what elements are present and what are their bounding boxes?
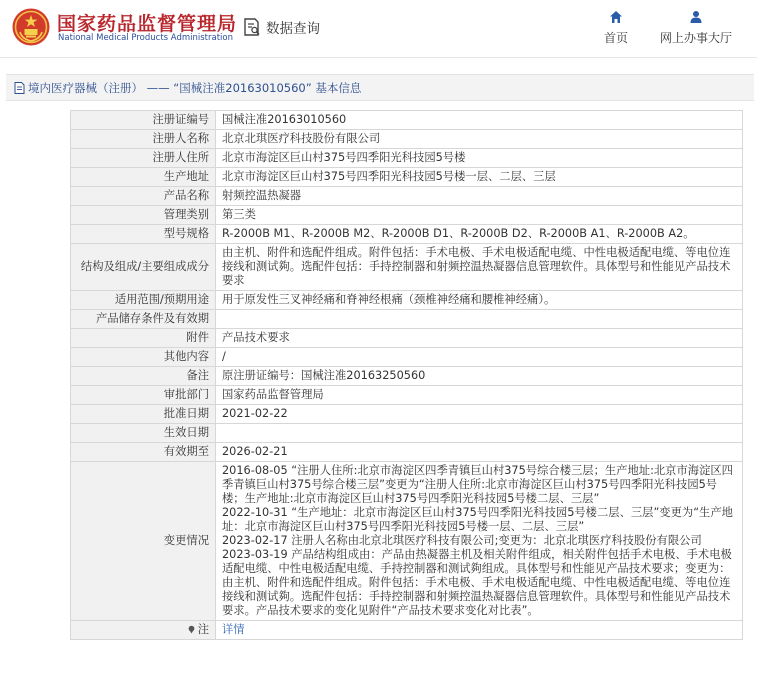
table-row (71, 348, 743, 367)
field-value-scope: 用于原发性三叉神经痛和脊神经根痛（颈椎神经痛和腰椎神经痛）。 (216, 291, 743, 310)
change-entry: 2022-10-31 “生产地址：北京市海淀区巨山村375号四季阳光科技园5号楼二层、三层”变更为“生产地址：北京市海淀区巨山村375号四季阳光科技园5号楼一层、二层、三层” (222, 506, 733, 533)
field-label: 有效期至 (71, 443, 216, 462)
table-row (71, 443, 743, 462)
table-row (71, 462, 743, 621)
field-value-model: R-2000B M1、R-2000B M2、R-2000B D1、R-2000B D2、R-2000B A1、R-2000B A2。 (216, 225, 743, 244)
site-subtitle: National Medical Products Administration (58, 33, 233, 43)
field-label: 产品名称 (71, 187, 216, 206)
change-entry: 2023-02-17 注册人名称由北京北琪医疗科技有限公司;变更为：北京北琪医疗科技股份有限公司 (222, 534, 702, 547)
field-label: 适用范围/预期用途 (71, 291, 216, 310)
field-label: 备注 (71, 367, 216, 386)
field-value-attachment: 产品技术要求 (216, 329, 743, 348)
field-label: 注册人住所 (71, 149, 216, 168)
field-value-expiry-date: 2026-02-21 (216, 443, 743, 462)
change-entry: 2016-08-05 “注册人住所:北京市海淀区四季青镇巨山村375号综合楼三层；生产地址:北京市海淀区四季青镇巨山村375号综合楼三层”变更为“注册人住所:北京市海淀区巨山村375号四季阳光科技园5号楼；生产地址:北京市海淀区巨山村375号四季阳光科技园5号楼二层、三层” (222, 464, 733, 505)
field-label: 附件 (71, 329, 216, 348)
breadcrumb-text: 境内医疗器械（注册） —— “国械注准20163010560” 基本信息 (28, 80, 362, 95)
breadcrumb (6, 74, 754, 101)
field-label: 审批部门 (71, 386, 216, 405)
table-row (71, 187, 743, 206)
table-row (71, 206, 743, 225)
field-label-note (71, 621, 216, 640)
field-value-structure: 由主机、附件和选配件组成。附件包括：手术电极、手术电极适配电缆、中性电极适配电缆、等电位连接线和测试夠。选配件包括：手持控制器和射频控温热凝器信息管理软件。具体型号和性能见产品技术要求 (216, 244, 743, 291)
field-value-product-name: 射频控温热凝器 (216, 187, 743, 206)
field-value-approval-dept: 国家药品监督管理局 (216, 386, 743, 405)
table-row (71, 168, 743, 187)
table-row (71, 424, 743, 443)
change-entry: 2023-03-19 产品结构组成由：产品由热凝器主机及相关附件组成，相关附件包括手术电极、手术电极适配电缆、中性电极适配电缆、手持控制器和测试夠组成。具体型号和性能见产品技术要求；变更为：由主机、附件和选配件组成。附件包括：手术电极、手术电极适配电缆、中性电极适配电缆、等电位连接线和测试夠。选配件包括：手持控制器和射频控温热凝器信息管理软件。具体型号和性能见产品技术要求。产品技术要求的变化见附件“产品技术要求变化对比表”。 (222, 548, 732, 617)
nav-online-hall-label: 网上办事大厅 (660, 31, 733, 45)
field-value-reg-no: 国械注准20163010560 (216, 111, 743, 130)
table-row (71, 367, 743, 386)
detail-table (70, 110, 743, 640)
field-value-production-address: 北京市海淀区巨山村375号四季阳光科技园5号楼一层、二层、三层 (216, 168, 743, 187)
nav-home[interactable] (604, 10, 628, 46)
field-value-remark: 原注册证编号：国械注准20163250560 (216, 367, 743, 386)
data-query-label: 数据查询 (266, 21, 320, 37)
field-label: 注册人名称 (71, 130, 216, 149)
field-value-effective-date (216, 424, 743, 443)
field-label: 生效日期 (71, 424, 216, 443)
note-label: 注 (197, 623, 209, 636)
site-title: 国家药品监督管理局 (57, 13, 238, 35)
field-value-category: 第三类 (216, 206, 743, 225)
nav-home-label: 首页 (604, 31, 629, 45)
field-label: 其他内容 (71, 348, 216, 367)
field-label: 变更情况 (71, 462, 216, 621)
field-value-changes (216, 462, 743, 621)
field-value-approval-date: 2021-02-22 (216, 405, 743, 424)
table-row (71, 130, 743, 149)
field-label: 型号规格 (71, 225, 216, 244)
table-row (71, 621, 743, 640)
field-label: 结构及组成/主要组成成分 (71, 244, 216, 291)
table-row (71, 405, 743, 424)
info-pin-icon (187, 625, 196, 634)
details-link[interactable]: 详情 (222, 623, 245, 636)
field-label: 注册证编号 (71, 111, 216, 130)
field-label: 批准日期 (71, 405, 216, 424)
person-icon (689, 10, 703, 24)
document-icon (14, 82, 25, 94)
table-row (71, 149, 743, 168)
home-icon (609, 10, 623, 24)
national-emblem-logo[interactable] (12, 8, 50, 46)
site-header (0, 0, 757, 58)
table-row (71, 225, 743, 244)
search-document-icon (242, 17, 262, 37)
field-value-other: / (216, 348, 743, 367)
table-row (71, 244, 743, 291)
nav-online-hall[interactable] (660, 10, 732, 46)
field-label: 产品储存条件及有效期 (71, 310, 216, 329)
data-query-link[interactable] (242, 14, 320, 40)
table-row (71, 111, 743, 130)
table-row (71, 310, 743, 329)
field-label: 管理类别 (71, 206, 216, 225)
field-value-storage (216, 310, 743, 329)
field-value-registrant: 北京北琪医疗科技股份有限公司 (216, 130, 743, 149)
table-row (71, 291, 743, 310)
field-value-note (216, 621, 743, 640)
table-row (71, 386, 743, 405)
field-label: 生产地址 (71, 168, 216, 187)
table-row (71, 329, 743, 348)
field-value-registrant-address: 北京市海淀区巨山村375号四季阳光科技园5号楼 (216, 149, 743, 168)
